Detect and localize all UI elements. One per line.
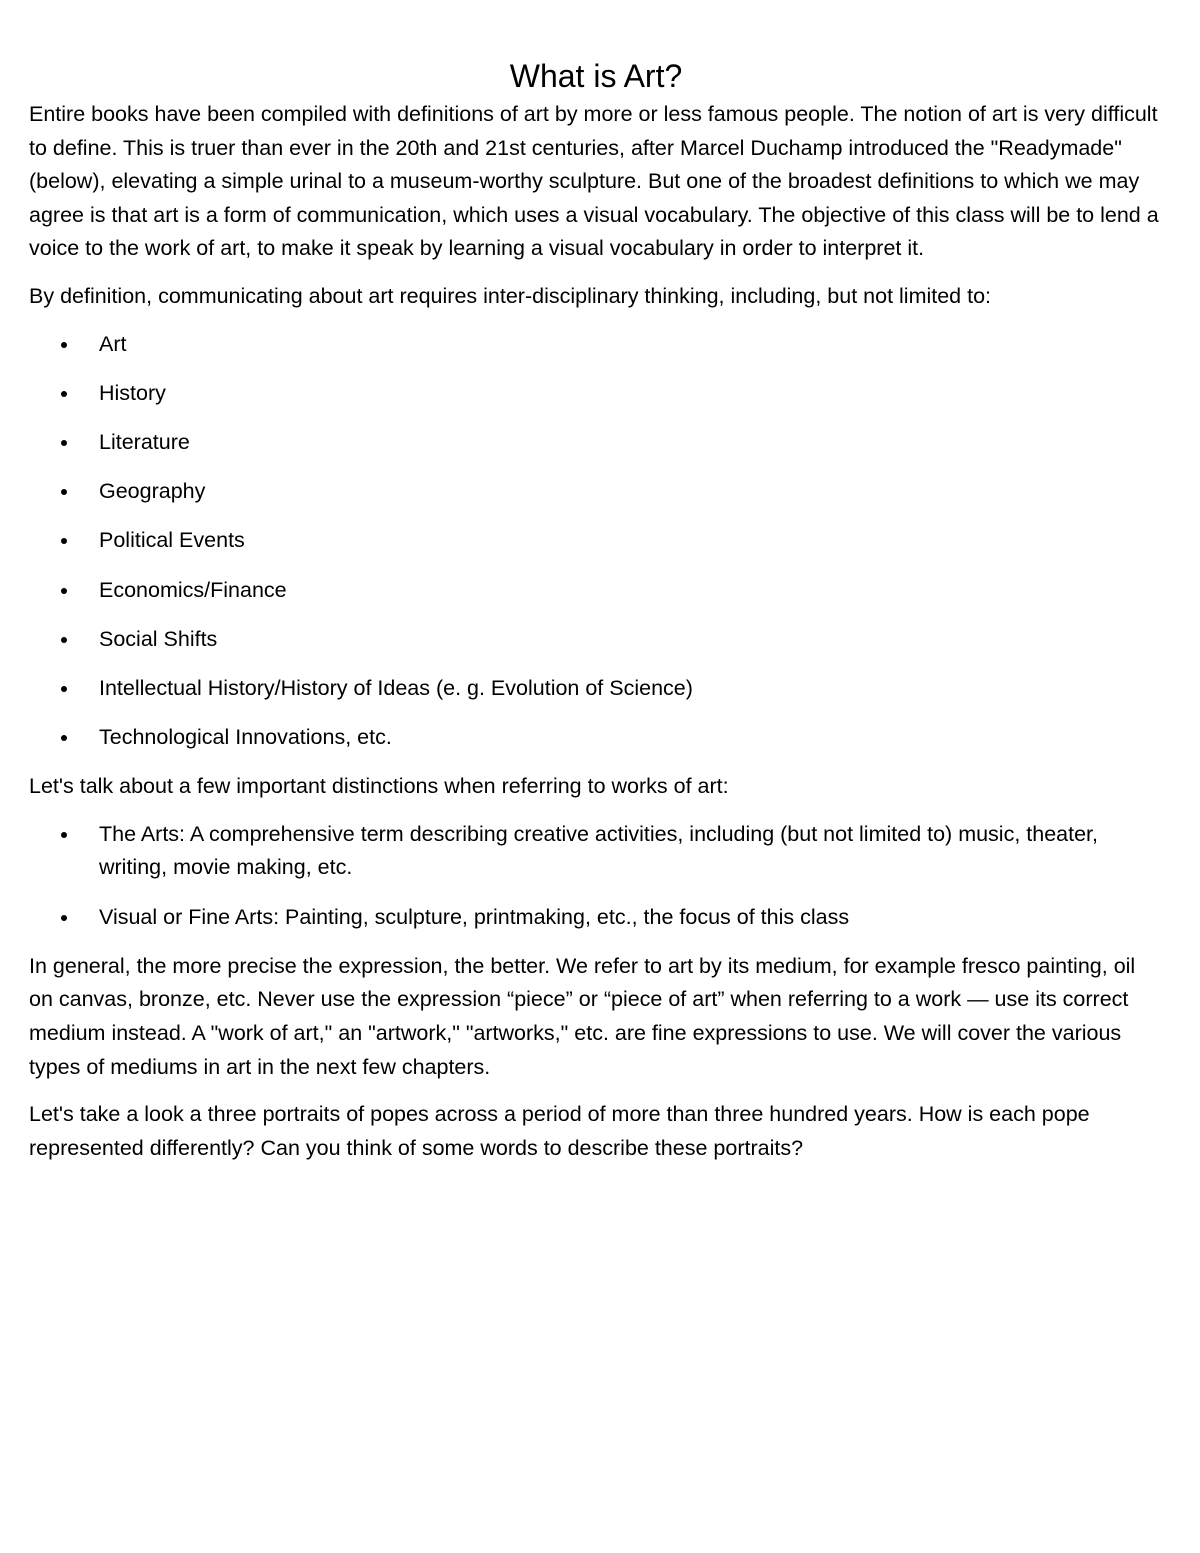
intro-paragraph: Entire books have been compiled with definitions of art by more or less famous people. The notion of art is very difficult to define. This is truer than ever in the 20th and 21st centuries, after Marcel Duchamp introduced the "Readymade" (below), elevating a simple urinal to a museum-worthy sculpture. But one of the broadest definitions to which we may agree is that art is a form of communication, which uses a visual vocabulary. The objective of this class will be to lend a voice to the work of art, to make it speak by learning a visual vocabulary in order to interpret it.: [29, 102, 1159, 261]
disciplines-intro-paragraph: By definition, communicating about art requires inter-disciplinary thinking, including, but not limited to:: [29, 283, 992, 308]
bullet-icon: [61, 686, 67, 692]
page-title: What is Art?: [509, 58, 683, 94]
bullet-icon: [61, 588, 67, 594]
distinctions-list: [29, 818, 1163, 934]
list-item-text: Technological Innovations, etc.: [99, 725, 392, 750]
list-item-text: Intellectual History/History of Ideas (e. g. Evolution of Science): [99, 675, 693, 700]
bullet-icon: [61, 915, 67, 921]
distinctions-intro-paragraph: Let's talk about a few important distinctions when referring to works of art:: [29, 774, 729, 799]
document-page: [29, 56, 1163, 1179]
bullet-icon: [61, 391, 67, 397]
bullet-icon: [61, 489, 67, 495]
list-item-text: Literature: [99, 429, 190, 454]
list-item: [29, 574, 1163, 608]
list-item-text: The Arts: A comprehensive term describing creative activities, including (but not limited to) music, theater, writing, movie making, etc.: [99, 821, 1099, 880]
list-item-text: Political Events: [99, 528, 245, 553]
list-item-text: Visual or Fine Arts: Painting, sculpture, printmaking, etc., the focus of this class: [99, 904, 850, 929]
list-item-text: Geography: [99, 479, 206, 504]
disciplines-list: [29, 328, 1163, 755]
list-item-text: Economics/Finance: [99, 577, 287, 602]
bullet-icon: [61, 440, 67, 446]
bullet-icon: [61, 538, 67, 544]
bullet-icon: [61, 342, 67, 348]
list-item-text: Art: [99, 331, 127, 356]
list-item-text: Social Shifts: [99, 626, 218, 651]
list-item: [29, 672, 1163, 706]
list-item: [29, 901, 1163, 935]
bullet-icon: [61, 832, 67, 838]
bullet-icon: [61, 637, 67, 643]
medium-paragraph: In general, the more precise the expression, the better. We refer to art by its medium, for example fresco painting, oil on canvas, bronze, etc. Never use the expression “piece” or “piece of art” when referring to a work — use its correct medium instead. A "work of art," an "artwork," "artworks," etc. are fine expressions to use. We will cover the various types of mediums in art in the next few chapters.: [29, 953, 1136, 1079]
list-item: [29, 426, 1163, 460]
list-item-text: History: [99, 380, 166, 405]
popes-paragraph: Let's take a look a three portraits of popes across a period of more than three hundred years. How is each pope represented differently? Can you think of some words to describe these portraits?: [29, 1102, 1090, 1160]
list-item: [29, 377, 1163, 411]
list-item: [29, 818, 1163, 885]
list-item: [29, 524, 1163, 558]
bullet-icon: [61, 735, 67, 741]
list-item: [29, 475, 1163, 509]
list-item: [29, 328, 1163, 362]
list-item: [29, 623, 1163, 657]
list-item: [29, 721, 1163, 755]
